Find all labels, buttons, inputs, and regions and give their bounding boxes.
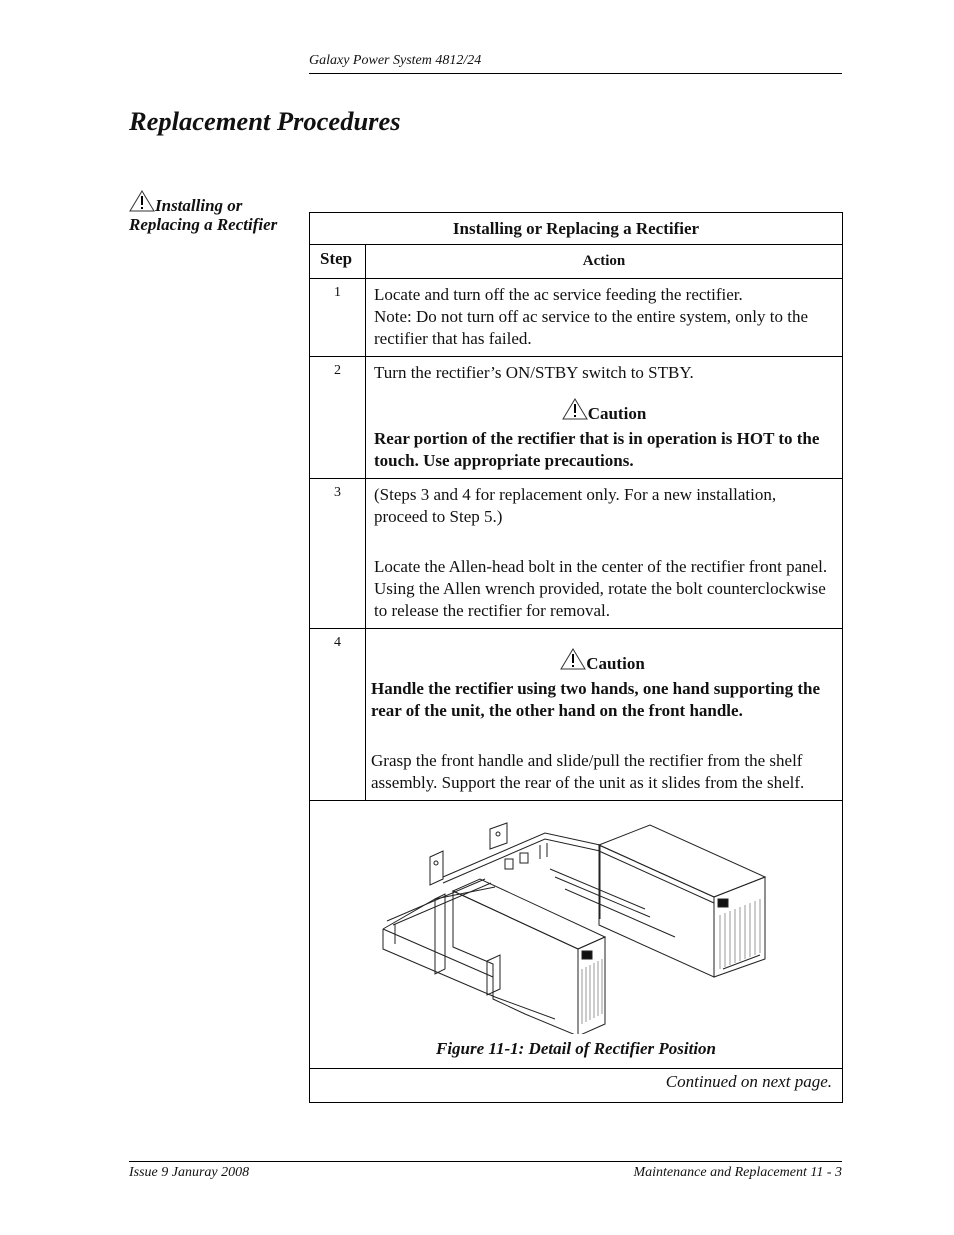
caution-label: Caution — [587, 404, 647, 423]
footer-issue: Issue 9 Januray 2008 — [129, 1165, 250, 1180]
caution-label: Caution — [586, 654, 645, 673]
step-number: 3 — [310, 479, 366, 629]
page-title: Replacement Procedures — [129, 106, 401, 136]
step-action — [366, 279, 843, 357]
step-text: (Steps 3 and 4 for replacement only. For a new installation, proceed to Step 5.) — [374, 485, 777, 526]
warning-triangle-icon — [560, 648, 586, 670]
table-title: Installing or Replacing a Rectifier — [310, 213, 843, 245]
section-side-heading — [129, 190, 289, 234]
caution-heading — [374, 398, 834, 425]
step-text: Turn the rectifier’s ON/STBY switch to STBY. — [374, 363, 694, 382]
continued-note: Continued on next page. — [310, 1069, 843, 1103]
step-text: Grasp the front handle and slide/pull the rectifier from the shelf assembly. Support the rear of the unit as it slides from the shelf. — [371, 751, 805, 792]
warning-triangle-icon — [562, 398, 588, 420]
step-action — [366, 629, 843, 801]
running-footer — [129, 1161, 842, 1182]
step-text: Locate and turn off the ac service feeding the rectifier. — [374, 285, 743, 304]
step-number: 4 — [310, 629, 366, 801]
caution-heading — [371, 648, 834, 675]
step-number: 2 — [310, 357, 366, 479]
running-header: Galaxy Power System 4812/24 — [309, 52, 842, 74]
table-row — [310, 479, 843, 629]
column-header-step: Step — [310, 245, 366, 279]
figure-caption: Figure 11-1: Detail of Rectifier Position — [435, 1039, 716, 1058]
step-action — [366, 479, 843, 629]
step-text: Locate the Allen-head bolt in the center of the rectifier front panel. Using the Allen wrench provided, rotate the bolt counterclockwise to release the rectifier for removal. — [374, 557, 828, 620]
step-action — [366, 357, 843, 479]
table-row — [310, 357, 843, 479]
warning-triangle-icon — [129, 190, 155, 212]
footer-page: Maintenance and Replacement 11 - 3 — [633, 1165, 842, 1180]
figure-cell — [310, 801, 843, 1069]
step-note: Note: Do not turn off ac service to the entire system, only to the rectifier that has failed. — [374, 307, 809, 348]
step-number: 1 — [310, 279, 366, 357]
column-header-action: Action — [366, 245, 843, 279]
caution-text: Handle the rectifier using two hands, one hand supporting the rear of the unit, the other hand on the front handle. — [371, 679, 820, 720]
procedure-table — [309, 212, 843, 1103]
side-heading-text: Installing or Replacing a Rectifier — [129, 196, 278, 234]
rectifier-shelf-illustration — [375, 819, 775, 1034]
caution-text: Rear portion of the rectifier that is in operation is HOT to the touch. Use appropriate precautions. — [374, 429, 820, 470]
table-row — [310, 629, 843, 801]
table-row — [310, 279, 843, 357]
